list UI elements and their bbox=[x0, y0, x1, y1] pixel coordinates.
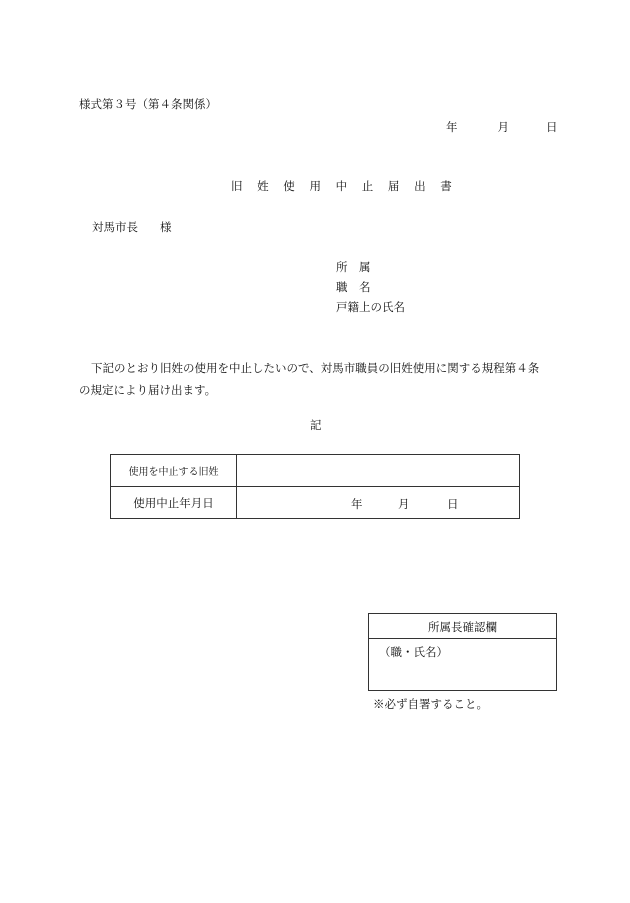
table-row-former-surname bbox=[111, 455, 520, 487]
addressee-honorific: 様 bbox=[160, 220, 172, 234]
ki-heading: 記 bbox=[310, 418, 322, 432]
body-line-2: の規定により届け出ます。 bbox=[79, 383, 217, 397]
stop-date-field[interactable] bbox=[237, 487, 520, 519]
body-paragraph bbox=[79, 357, 555, 401]
former-surname-field[interactable] bbox=[237, 455, 520, 487]
position-label: 職 名 bbox=[336, 280, 371, 294]
addressee bbox=[92, 219, 172, 235]
registered-name-label: 戸籍上の氏名 bbox=[336, 300, 405, 314]
affiliation-label: 所 属 bbox=[336, 260, 371, 274]
supervisor-confirmation-title: 所属長確認欄 bbox=[369, 614, 556, 639]
stop-date-month-label: 月 bbox=[398, 497, 410, 511]
details-table bbox=[110, 454, 520, 519]
stop-date-day-label: 日 bbox=[447, 497, 459, 511]
submission-date bbox=[446, 119, 558, 135]
stop-date-label: 使用中止年月日 bbox=[111, 487, 237, 519]
date-day-label: 日 bbox=[546, 120, 558, 134]
body-line-1: 下記のとおり旧姓の使用を中止したいので、対馬市職員の旧姓使用に関する規程第４条 bbox=[91, 361, 540, 375]
date-month-label: 月 bbox=[497, 120, 509, 134]
table-row-stop-date bbox=[111, 487, 520, 519]
stop-date-year-label: 年 bbox=[351, 497, 363, 511]
addressee-name: 対馬市長 bbox=[92, 220, 138, 234]
supervisor-name-label: （職・氏名） bbox=[379, 645, 448, 659]
date-year-label: 年 bbox=[446, 120, 458, 134]
supervisor-confirmation-box[interactable] bbox=[368, 613, 557, 691]
document-title: 旧 姓 使 用 中 止 届 出 書 bbox=[231, 179, 458, 193]
form-number: 様式第３号（第４条関係） bbox=[79, 97, 217, 111]
signature-note: ※必ず自署すること。 bbox=[373, 697, 488, 711]
former-surname-label: 使用を中止する旧姓 bbox=[111, 455, 237, 487]
